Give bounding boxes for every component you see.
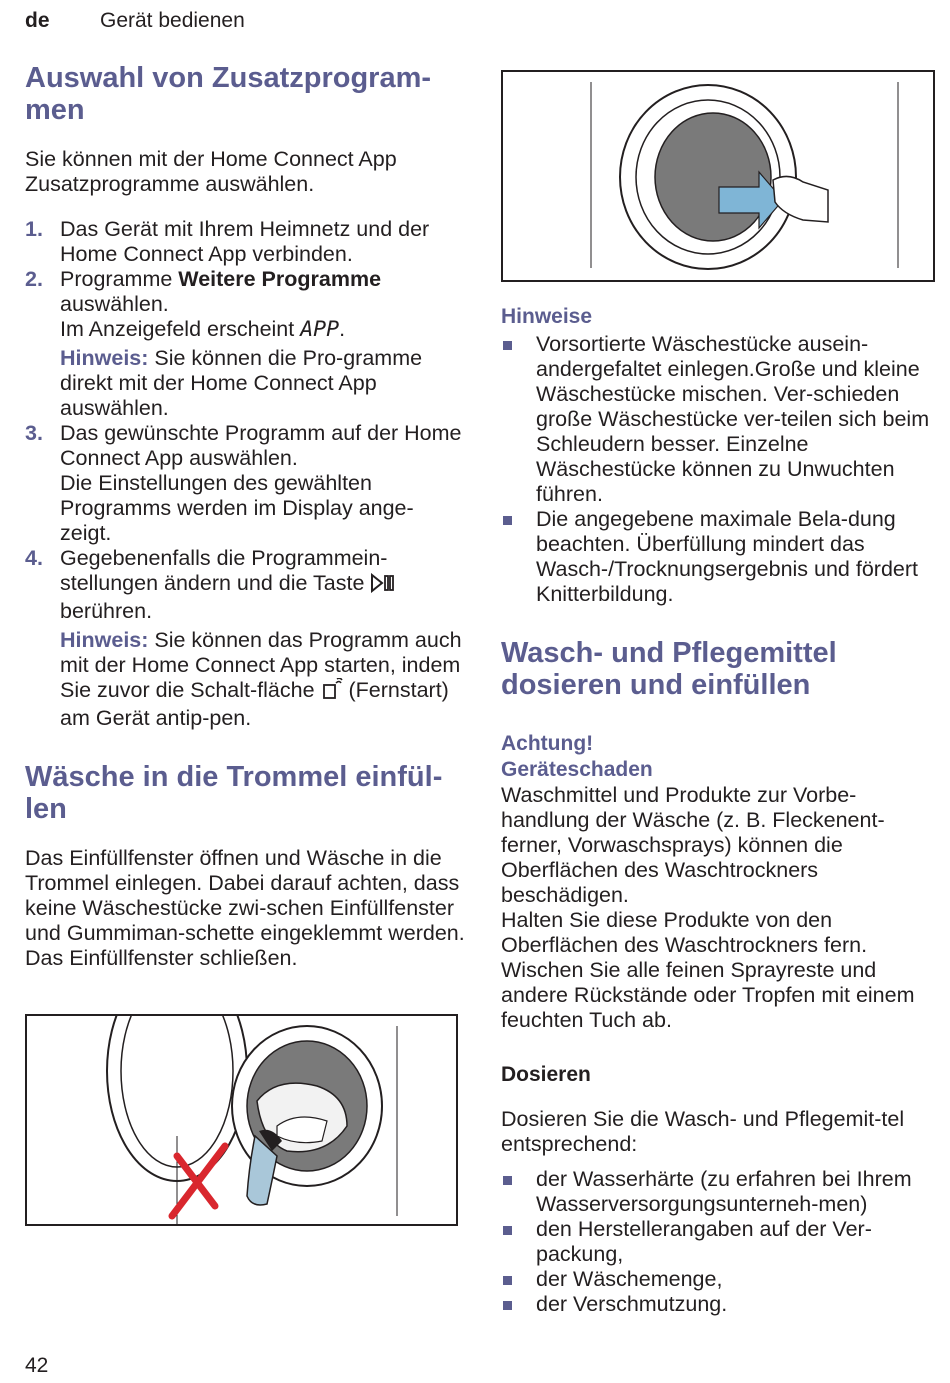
dose-intro: Dosieren Sie die Wasch- und Pflegemit-tel entsprechend: xyxy=(501,1107,905,1156)
step-text: Das gewünschte Programm auf der Home Connect App auswählen. xyxy=(60,421,462,470)
warning-subtitle: Geräteschaden xyxy=(501,758,653,781)
bullet-icon xyxy=(503,341,512,350)
step-text: . xyxy=(339,317,346,341)
list-item xyxy=(501,1167,936,1217)
warning-text: Waschmittel und Produkte zur Vorbe-handlung der Wäsche (z. B. Fleckenent-ferner, Vorwaschsprays) können die Oberflächen des Waschtrockners beschädigen. xyxy=(501,783,885,907)
remote-start-icon xyxy=(321,678,343,706)
bullet-icon xyxy=(503,1176,512,1185)
heading-detergent: Wasch- und Pflegemittel dosieren und einfüllen xyxy=(501,637,837,701)
bullet-icon xyxy=(503,1301,512,1310)
step-number: 1. xyxy=(25,217,43,241)
hint-label: Hinweis: xyxy=(60,346,149,370)
hint-text: Sie können das Programm auch mit der Home Connect App starten, indem Sie zuvor die Schalt-fläche xyxy=(60,628,462,702)
step-text: Im Anzeigefeld erscheint xyxy=(60,317,301,341)
page-number: 42 xyxy=(25,1354,49,1377)
bullet-icon xyxy=(503,516,512,525)
step-text: berühren. xyxy=(60,599,153,623)
list-item-text: Vorsortierte Wäschestücke ausein-andergefaltet einlegen.Große und kleine Wäschestücke mischen. Ver-schieden große Wäschestücke ver-teilen sich beim Schleudern besser. Einzelne Wäschestücke können zu Unwuchten führen. xyxy=(536,332,930,506)
intro-paragraph: Sie können mit der Home Connect App Zusatzprogramme auswählen. xyxy=(25,147,397,196)
step-text: auswählen. xyxy=(60,292,169,316)
step-text: Das Gerät mit Ihrem Heimnetz und der Home Connect App verbinden. xyxy=(60,217,430,266)
step-1 xyxy=(25,217,465,267)
list-item-text: der Verschmutzung. xyxy=(536,1292,728,1316)
bullet-icon xyxy=(503,1226,512,1235)
list-item xyxy=(501,1292,936,1317)
list-item xyxy=(501,507,936,607)
hints-list xyxy=(501,332,936,607)
list-item-text: den Herstellerangaben auf der Ver-packung, xyxy=(536,1217,872,1266)
right-column xyxy=(501,304,936,1317)
hints-title: Hinweise xyxy=(501,305,593,328)
start-pause-icon xyxy=(370,573,396,599)
load-paragraph: Das Einfüllfenster öffnen und Wäsche in die Trommel einlegen. Dabei darauf achten, dass keine Wäschestücke zwi-schen Einfüllfenster und Gummiman-schette eingeklemmt werden. Das Einfüllfenster schließen. xyxy=(25,846,465,970)
display-app-text: APP xyxy=(300,317,340,342)
step-number: 4. xyxy=(25,546,43,570)
step-text: Die Einstellungen des gewählten Programms werden im Display ange-zeigt. xyxy=(60,471,414,545)
list-item xyxy=(501,1267,936,1292)
dose-title: Dosieren xyxy=(501,1063,591,1086)
language-code: de xyxy=(25,9,50,32)
hint-block xyxy=(60,346,465,421)
warning-text: Halten Sie diese Produkte von den Oberflächen des Waschtrockners fern. Wischen Sie alle feinen Sprayreste und andere Rückstände oder Tropfen mit einem feuchten Tuch ab. xyxy=(501,908,915,1032)
step-text: Gegebenenfalls die Programmein-stellungen ändern und die Taste xyxy=(60,546,388,595)
bullet-icon xyxy=(503,1276,512,1285)
hint-text: (Fernstart) am Gerät antip-pen. xyxy=(60,678,449,730)
section-title: Gerät bedienen xyxy=(100,9,245,32)
list-item xyxy=(501,332,936,507)
step-2 xyxy=(25,267,465,421)
drum-close-illustration xyxy=(503,72,933,280)
steps-list xyxy=(25,217,465,731)
hint-label: Hinweis: xyxy=(60,628,149,652)
dose-list xyxy=(501,1167,936,1317)
list-item-text: Die angegebene maximale Bela-dung beachten. Überfüllung mindert das Wasch-/Trocknungsergebnis und fördert Knitterbildung. xyxy=(536,507,919,606)
list-item-text: der Wasserhärte (zu erfahren bei Ihrem Wasserversorgungsunterneh-men) xyxy=(536,1167,912,1216)
illustration-close-door xyxy=(501,70,935,282)
hint-text: Sie können die Pro-gramme direkt mit der Home Connect App auswählen. xyxy=(60,346,423,420)
program-name: Weitere Programme xyxy=(178,267,382,291)
step-text: Programme xyxy=(60,267,179,291)
left-column xyxy=(25,62,465,971)
step-4 xyxy=(25,546,465,731)
heading-additional-programs: Auswahl von Zusatzprogram- men xyxy=(25,62,432,126)
hint-block xyxy=(60,628,465,731)
step-3 xyxy=(25,421,465,546)
heading-load-laundry: Wäsche in die Trommel einfül- len xyxy=(25,761,443,825)
illustration-clothes-caught xyxy=(25,1014,458,1226)
warning-title: Achtung! xyxy=(501,732,594,755)
step-number: 3. xyxy=(25,421,43,445)
drum-wrong-illustration xyxy=(27,1016,456,1224)
step-number: 2. xyxy=(25,267,43,291)
list-item-text: der Wäschemenge, xyxy=(536,1267,723,1291)
list-item xyxy=(501,1217,936,1267)
